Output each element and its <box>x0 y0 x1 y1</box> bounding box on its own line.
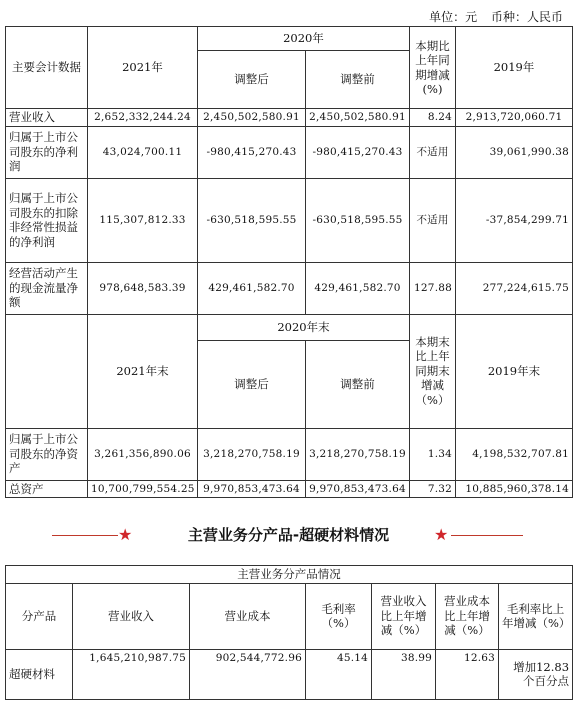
value-cost-change: 12.63 <box>436 649 499 699</box>
header-adjusted-before-end: 调整前 <box>306 340 410 428</box>
value-2021: 2,652,332,244.24 <box>88 109 198 127</box>
header-margin: 毛利率（%） <box>306 583 372 649</box>
value-2021-end: 10,700,799,554.25 <box>88 480 198 498</box>
value-adjusted-before: -980,415,270.43 <box>306 126 410 178</box>
value-change: 8.24 <box>410 109 456 127</box>
header-2020-end: 2020年末 <box>198 314 410 340</box>
value-adjusted-after: 429,461,582.70 <box>198 262 306 314</box>
row-label: 归属于上市公司股东的扣除非经常性损益的净利润 <box>6 178 88 262</box>
table-row <box>6 649 573 699</box>
value-2019-end: 10,885,960,378.14 <box>456 480 573 498</box>
header-cost: 营业成本 <box>190 583 306 649</box>
value-change-end: 1.34 <box>410 428 456 480</box>
row-label: 归属于上市公司股东的净资产 <box>6 428 88 480</box>
row-label: 经营活动产生的现金流量净额 <box>6 262 88 314</box>
value-adjusted-after-end: 3,218,270,758.19 <box>198 428 306 480</box>
row-label: 总资产 <box>6 480 88 498</box>
value-2021-end: 3,261,356,890.06 <box>88 428 198 480</box>
header-adjusted-before: 调整前 <box>306 51 410 109</box>
header-adjusted-after: 调整后 <box>198 51 306 109</box>
star-icon: ★ <box>434 525 449 544</box>
table-row <box>6 262 573 314</box>
row-label: 营业收入 <box>6 109 88 127</box>
value-adjusted-before-end: 9,970,853,473.64 <box>306 480 410 498</box>
value-adjusted-before: -630,518,595.55 <box>306 178 410 262</box>
header-2021-end: 2021年末 <box>88 314 198 428</box>
unit-label: 单位：元 <box>429 10 478 24</box>
main-accounting-data-table <box>5 26 573 498</box>
value-adjusted-after-end: 9,970,853,473.64 <box>198 480 306 498</box>
table-row <box>6 480 573 498</box>
header-change: 本期比上年同期增减(%) <box>410 27 456 109</box>
star-icon: ★ <box>118 525 133 544</box>
value-2019: 277,224,615.75 <box>456 262 573 314</box>
heading-rule-right <box>451 535 523 536</box>
table-row <box>6 109 573 127</box>
value-adjusted-after: -980,415,270.43 <box>198 126 306 178</box>
value-revenue-change: 38.99 <box>372 649 436 699</box>
section-title: 主营业务分产品-超硬材料情况 <box>187 526 390 544</box>
header-blank <box>6 314 88 428</box>
header-margin-change: 毛利率比上年增减（%） <box>499 583 573 649</box>
value-cost: 902,544,772.96 <box>190 649 306 699</box>
header-product: 分产品 <box>6 583 73 649</box>
value-adjusted-after: -630,518,595.55 <box>198 178 306 262</box>
value-2021: 43,024,700.11 <box>88 126 198 178</box>
value-2021: 978,648,583.39 <box>88 262 198 314</box>
value-adjusted-before: 429,461,582.70 <box>306 262 410 314</box>
header-item: 主要会计数据 <box>6 27 88 109</box>
product-breakdown-table <box>5 565 573 700</box>
header-2019: 2019年 <box>456 27 573 109</box>
header-cost-change: 营业成本比上年增减（%） <box>436 583 499 649</box>
table-row <box>6 178 573 262</box>
value-2021: 115,307,812.33 <box>88 178 198 262</box>
value-2019: -37,854,299.71 <box>456 178 573 262</box>
header-2019-end: 2019年末 <box>456 314 573 428</box>
value-change: 不适用 <box>410 126 456 178</box>
header-2021: 2021年 <box>88 27 198 109</box>
value-change-end: 7.32 <box>410 480 456 498</box>
header-change-end: 本期末比上年同期末增减（%） <box>410 314 456 428</box>
value-change: 不适用 <box>410 178 456 262</box>
header-adjusted-after-end: 调整后 <box>198 340 306 428</box>
value-change: 127.88 <box>410 262 456 314</box>
value-revenue: 1,645,210,987.75 <box>73 649 190 699</box>
value-margin: 45.14 <box>306 649 372 699</box>
unit-currency-note <box>419 8 563 25</box>
value-2019: 2,913,720,060.71 <box>456 109 573 127</box>
value-margin-change: 增加12.83个百分点 <box>499 649 573 699</box>
table-row <box>6 428 573 480</box>
value-2019: 39,061,990.38 <box>456 126 573 178</box>
row-label: 归属于上市公司股东的净利润 <box>6 126 88 178</box>
header-2020: 2020年 <box>198 27 410 51</box>
section-heading <box>0 515 577 555</box>
header-revenue: 营业收入 <box>73 583 190 649</box>
value-adjusted-before: 2,450,502,580.91 <box>306 109 410 127</box>
table-caption: 主营业务分产品情况 <box>6 566 573 584</box>
table-row <box>6 126 573 178</box>
product-name: 超硬材料 <box>6 649 73 699</box>
header-revenue-change: 营业收入比上年增减（%） <box>372 583 436 649</box>
value-adjusted-before-end: 3,218,270,758.19 <box>306 428 410 480</box>
currency-label: 币种：人民币 <box>490 10 563 24</box>
value-adjusted-after: 2,450,502,580.91 <box>198 109 306 127</box>
value-2019-end: 4,198,532,707.81 <box>456 428 573 480</box>
